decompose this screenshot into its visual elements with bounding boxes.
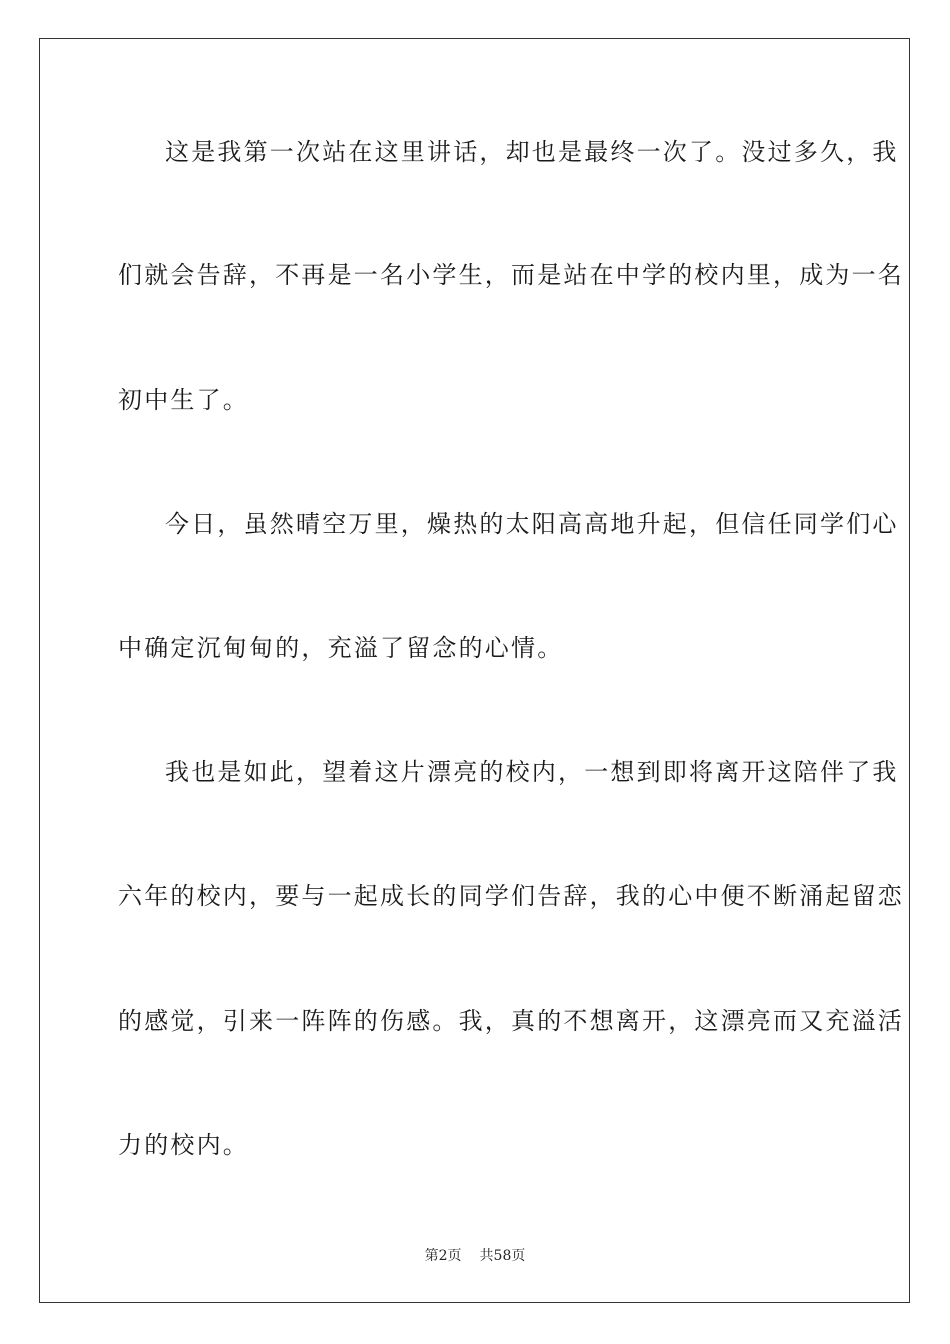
page-footer — [0, 1247, 950, 1265]
page-border — [39, 38, 910, 1303]
paragraph-3-line-2: 六年的校内，要与一起成长的同学们告辞，我的心中便不断涌起留恋 — [118, 882, 904, 910]
paragraph-3-line-3: 的感觉，引来一阵阵的伤感。我，真的不想离开，这漂亮而又充溢活 — [118, 1007, 904, 1035]
total-pages: 共58页 — [479, 1248, 526, 1264]
paragraph-3-line-1: 我也是如此，望着这片漂亮的校内，一想到即将离开这陪伴了我 — [165, 758, 899, 786]
paragraph-1-line-1: 这是我第一次站在这里讲话，却也是最终一次了。没过多久，我 — [165, 138, 899, 166]
paragraph-3-line-4: 力的校内。 — [118, 1131, 249, 1159]
paragraph-2-line-1: 今日，虽然晴空万里，燥热的太阳高高地升起，但信任同学们心 — [165, 510, 899, 538]
paragraph-1-line-3: 初中生了。 — [118, 386, 249, 414]
page-number: 第2页 — [424, 1248, 462, 1264]
paragraph-1-line-2: 们就会告辞，不再是一名小学生，而是站在中学的校内里，成为一名 — [118, 261, 904, 289]
paragraph-2-line-2: 中确定沉甸甸的，充溢了留念的心情。 — [118, 634, 564, 662]
